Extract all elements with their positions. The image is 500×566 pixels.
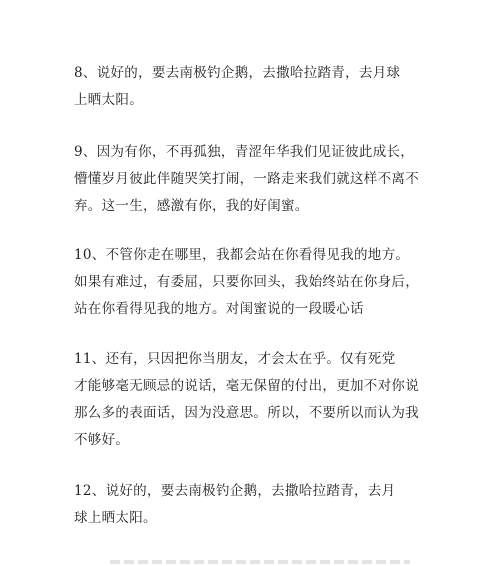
paragraph-line: 8、说好的，要去南极钓企鹅，去撒哈拉踏青，去月球: [74, 65, 401, 81]
cut-off-next-line: [0, 556, 500, 566]
paragraph-line: 弃。这一生，感激有你，我的好闺蜜。: [74, 198, 309, 214]
paragraph-line: 10、不管你走在哪里，我都会站在你看得见我的地方。: [74, 247, 410, 263]
paragraph-line: 才能够毫无顾忌的说话，毫无保留的付出，更加不对你说: [74, 378, 419, 394]
paragraph-9: [74, 139, 454, 220]
paragraph-line: 懵懂岁月彼此伴随哭笑打闹，一路走来我们就这样不离不: [74, 171, 419, 187]
paragraph-11: [74, 346, 454, 454]
paragraph-12: [74, 478, 454, 532]
paragraph-line: 不够好。: [74, 432, 130, 448]
paragraph-line: 9、因为有你，不再孤独，青涩年华我们见证彼此成长，: [74, 144, 415, 160]
paragraph-8: [74, 60, 454, 114]
paragraph-line: 如果有难过，有委屈，只要你回头，我始终站在你身后，: [74, 274, 419, 290]
paragraph-line: 上晒太阳。: [74, 92, 143, 108]
paragraph-line: 11、还有，只因把你当朋友，才会太在乎。仅有死党: [74, 351, 396, 367]
paragraph-line: 12、说好的，要去南极钓企鹅，去撒哈拉踏青，去月: [74, 483, 396, 499]
cut-off-text-fragment: [110, 560, 410, 564]
paragraph-10: [74, 242, 454, 323]
paragraph-line: 球上晒太阳。: [74, 510, 157, 526]
paragraph-line: 站在你看得见我的地方。对闺蜜说的一段暖心话: [74, 301, 364, 317]
paragraph-line: 那么多的表面话，因为没意思。所以，不要所以而认为我: [74, 405, 419, 421]
